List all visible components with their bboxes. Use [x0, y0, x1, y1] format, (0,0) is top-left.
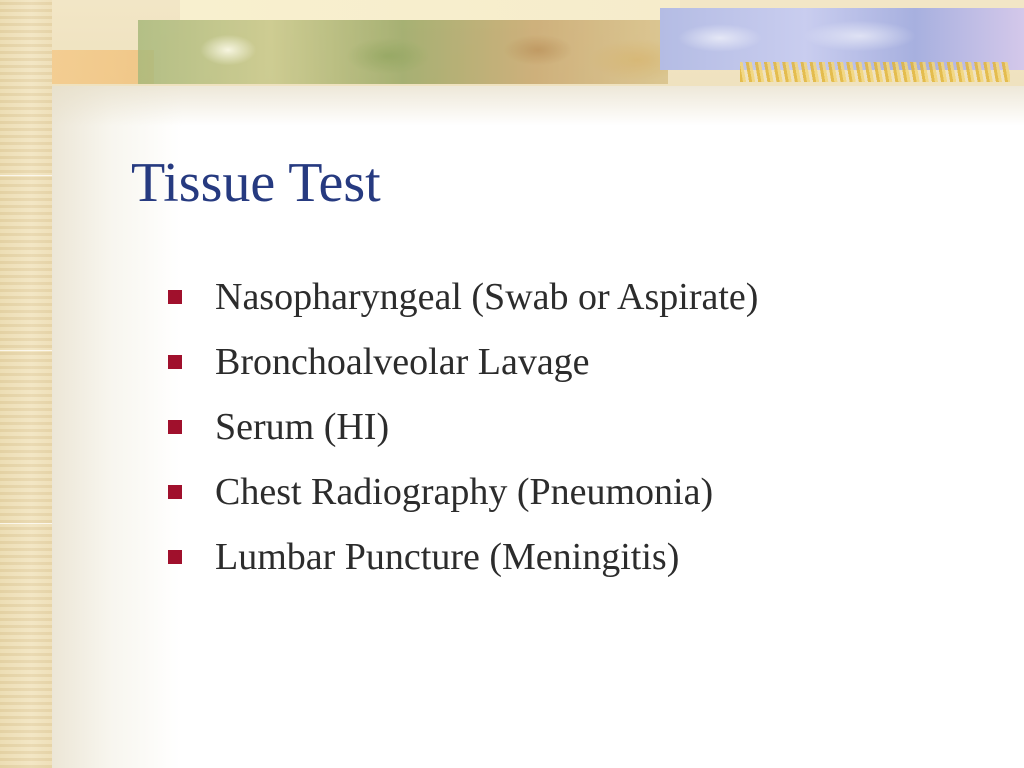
list-item	[168, 459, 758, 524]
square-bullet-icon	[168, 355, 182, 369]
square-bullet-icon	[168, 290, 182, 304]
banner-orange-block	[34, 50, 154, 84]
list-item	[168, 329, 758, 394]
bullet-text: Lumbar Puncture (Meningitis)	[215, 535, 680, 578]
bullet-text: Nasopharyngeal (Swab or Aspirate)	[215, 275, 759, 318]
square-bullet-icon	[168, 420, 182, 434]
banner-blue-image	[660, 8, 1024, 70]
bullet-text: Chest Radiography (Pneumonia)	[215, 470, 714, 513]
bullet-text: Bronchoalveolar Lavage	[215, 340, 590, 383]
banner-leaves-image	[138, 20, 668, 84]
strip-seam	[0, 350, 52, 351]
banner-gold-grass	[740, 62, 1010, 82]
header-banner	[0, 0, 1024, 86]
list-item	[168, 394, 758, 459]
banner-pale-strip	[180, 0, 680, 20]
slide-title: Tissue Test	[131, 152, 381, 214]
bullet-text: Serum (HI)	[215, 405, 390, 448]
list-item	[168, 524, 758, 589]
left-parchment-strip	[0, 0, 52, 768]
strip-seam	[0, 523, 52, 524]
square-bullet-icon	[168, 485, 182, 499]
list-item	[168, 264, 758, 329]
strip-seam	[0, 175, 52, 176]
bullet-list	[168, 264, 758, 589]
square-bullet-icon	[168, 550, 182, 564]
